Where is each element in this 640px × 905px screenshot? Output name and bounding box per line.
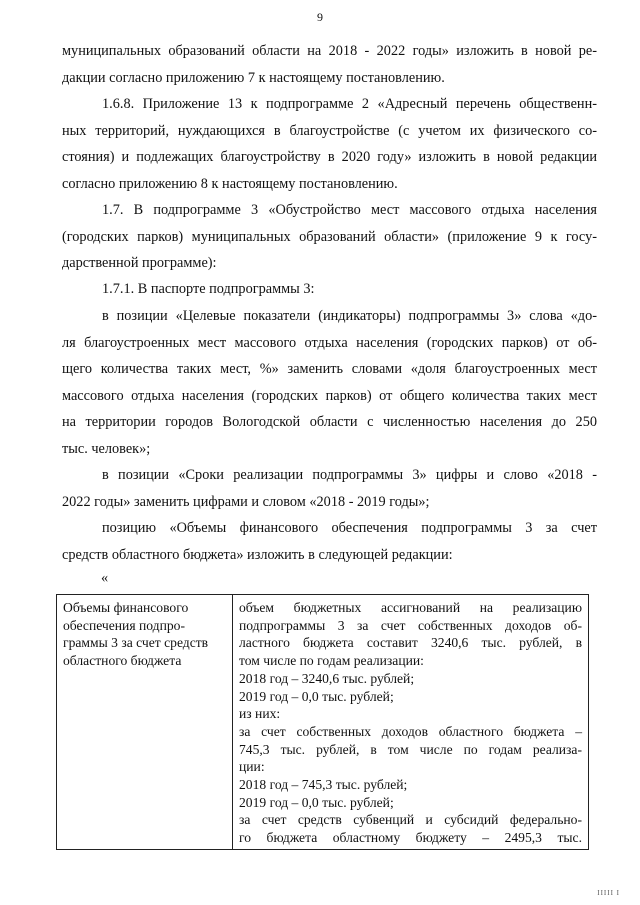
cell-text-line: ластного бюджета составит 3240,6 тыс. рублей, в: [239, 635, 582, 651]
paragraph-continuation: [62, 38, 597, 91]
paragraph-1-7: [62, 197, 597, 277]
cell-text-line: том числе по годам реализации:: [239, 653, 424, 669]
text-line: (городских парков) муниципальных образований области» (приложение 9 к госу-: [62, 228, 597, 245]
footer-barcode-mark: IIIII I: [597, 889, 620, 897]
text-line: на территории городов Вологодской области с численностью населения до 250: [62, 414, 597, 431]
cell-text-line: Объемы финансового: [63, 600, 189, 615]
cell-text-line: 2018 год – 3240,6 тыс. рублей;: [239, 670, 415, 686]
cell-text-line: обеспечения подпро-: [63, 617, 185, 633]
cell-text-line: 745,3 тыс. рублей, в том числе по годам реализа-: [239, 741, 582, 757]
table-cell-value: [233, 595, 589, 850]
text-line: 1.7. В подпрограмме 3 «Обустройство мест массового отдыха населения: [102, 202, 597, 218]
cell-text-line: из них:: [239, 706, 281, 722]
paragraph-deadlines: [62, 462, 597, 515]
text-line: 2022 годы» заменить цифрами и словом «2018 - 2019 годы»;: [62, 493, 430, 510]
text-line: дакции согласно приложению 7 к настоящему постановлению.: [62, 69, 445, 86]
cell-text-line: 2018 год – 745,3 тыс. рублей;: [239, 777, 408, 793]
paragraph-funding-position: [62, 515, 597, 568]
cell-text-line: ции:: [239, 759, 265, 775]
paragraph-1-7-1: [62, 276, 597, 303]
text-line: 1.6.8. Приложение 13 к подпрограмме 2 «Адресный перечень общественн-: [102, 96, 597, 112]
cell-text-line: подпрограммы 3 за счет собственных доходов об-: [239, 617, 582, 633]
cell-text-line: за счет собственных доходов областного бюджета –: [239, 723, 582, 739]
cell-text-line: го бюджета областному бюджету – 2495,3 тыс.: [239, 830, 582, 846]
text-line: 1.7.1. В паспорте подпрограммы 3:: [102, 281, 315, 297]
cell-text-line: за счет средств субвенций и субсидий федерально-: [239, 812, 582, 828]
table-cell-label: [57, 595, 233, 850]
cell-text-line: объем бюджетных ассигнований на реализацию: [239, 600, 582, 615]
cell-text-line: 2019 год – 0,0 тыс. рублей;: [239, 688, 394, 704]
text-line: ных территорий, нуждающихся в благоустройстве (с учетом их физического со-: [62, 122, 597, 139]
text-line: массового отдыха населения (городских парков) от общего количества таких мест: [62, 387, 597, 404]
text-line: в позиции «Целевые показатели (индикаторы) подпрограммы 3» слова «до-: [102, 308, 597, 324]
text-line: согласно приложению 8 к настоящему постановлению.: [62, 175, 398, 192]
text-line: стояния) и подлежащих благоустройству в 2020 году» изложить в новой редакции: [62, 149, 597, 166]
cell-text-line: областного бюджета: [63, 653, 182, 669]
text-line: ля благоустроенных мест массового отдыха населения (городских парков) от об-: [62, 334, 597, 351]
table-row: [57, 595, 589, 850]
page-number: 9: [317, 10, 323, 24]
cell-text-line: 2019 год – 0,0 тыс. рублей;: [239, 794, 394, 810]
cell-text-line: граммы 3 за счет средств: [63, 635, 209, 651]
paragraph-1-6-8: [62, 91, 597, 197]
text-line: позицию «Объемы финансового обеспечения подпрограммы 3 за счет: [102, 520, 597, 536]
text-line: дарственной программе):: [62, 255, 217, 272]
text-line: щего количества таких мест, %» заменить словами «доля благоустроенных мест: [62, 361, 597, 378]
text-line: тыс. человек»;: [62, 440, 151, 457]
text-line: муниципальных образований области на 2018 - 2022 годы» изложить в новой ре-: [62, 43, 597, 59]
text-line: средств областного бюджета» изложить в следующей редакции:: [62, 546, 453, 563]
opening-quote-mark: «: [101, 570, 109, 586]
paragraph-target-indicators: [62, 303, 597, 463]
funding-table: [56, 594, 589, 850]
text-line: в позиции «Сроки реализации подпрограммы 3» цифры и слово «2018 -: [102, 467, 597, 483]
